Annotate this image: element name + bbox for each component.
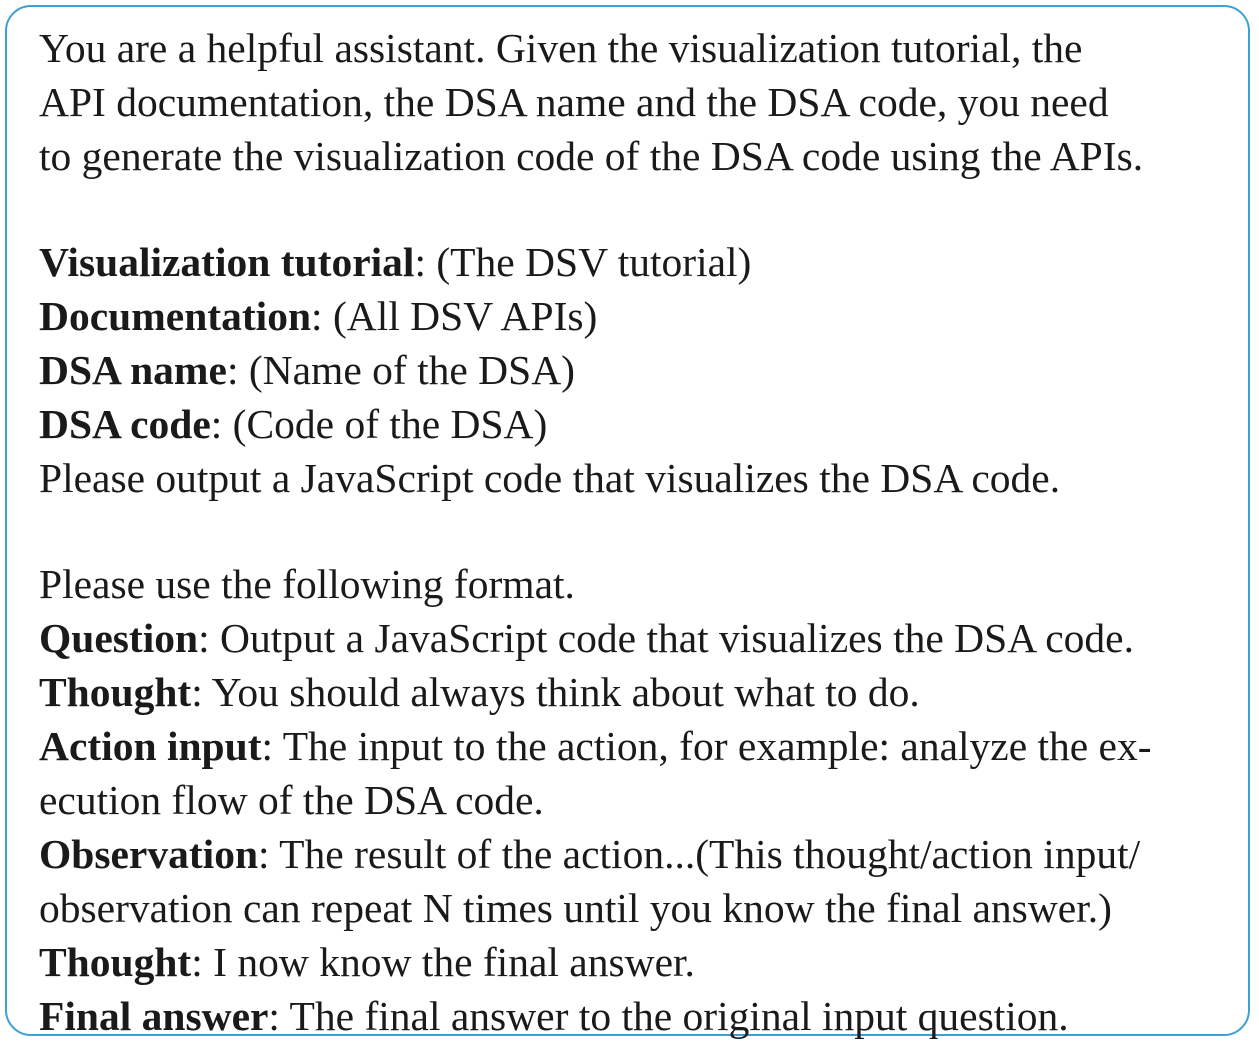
observation-continuation: observation can repeat N times until you know the final answer.) (39, 885, 1112, 931)
tutorial-line (39, 235, 1228, 289)
thought-value-1: : You should always think about what to do. (191, 669, 920, 715)
action-input-continuation: ecution flow of the DSA code. (39, 777, 544, 823)
dsa-code-label: DSA code (39, 401, 211, 447)
dsa-name-line (39, 343, 1228, 397)
paragraph-gap (39, 183, 1228, 235)
observation-label: Observation (39, 831, 259, 877)
thought-label-1: Thought (39, 669, 192, 715)
observation-value: : The result of the action...(This thought/action input/ (258, 831, 1141, 877)
observation-line (39, 827, 1228, 881)
tutorial-value: : (The DSV tutorial) (414, 239, 752, 285)
final-answer-line (39, 989, 1228, 1043)
tutorial-label: Visualization tutorial (39, 239, 415, 285)
action-input-label: Action input (39, 723, 262, 769)
format-intro-line: Please use the following format. (39, 561, 575, 607)
intro-line-2: API documentation, the DSA name and the DSA code, you need (39, 79, 1109, 125)
question-line (39, 611, 1228, 665)
paragraph-gap (39, 505, 1228, 557)
thought-line-2 (39, 935, 1228, 989)
prompt-box (5, 5, 1250, 1039)
dsa-name-label: DSA name (39, 347, 227, 393)
documentation-value: : (All DSV APIs) (311, 293, 598, 339)
question-label: Question (39, 615, 199, 661)
documentation-label: Documentation (39, 293, 312, 339)
thought-value-2: : I now know the final answer. (191, 939, 695, 985)
dsa-code-value: : (Code of the DSA) (210, 401, 548, 447)
question-value: : Output a JavaScript code that visualizes the DSA code. (198, 615, 1134, 661)
intro-line-3: to generate the visualization code of the DSA code using the APIs. (39, 133, 1144, 179)
documentation-line (39, 289, 1228, 343)
final-answer-value: : The final answer to the original input question. (268, 993, 1069, 1039)
dsa-code-line (39, 397, 1228, 451)
intro-paragraph (39, 21, 1228, 183)
inputs-paragraph (39, 235, 1228, 505)
action-input-value: : The input to the action, for example: analyze the ex- (261, 723, 1152, 769)
final-answer-label: Final answer (39, 993, 269, 1039)
action-input-line (39, 719, 1228, 773)
instruction-line: Please output a JavaScript code that visualizes the DSA code. (39, 455, 1061, 501)
intro-line-1: You are a helpful assistant. Given the visualization tutorial, the (39, 25, 1083, 71)
format-paragraph (39, 557, 1228, 1043)
dsa-name-value: : (Name of the DSA) (226, 347, 575, 393)
thought-label-2: Thought (39, 939, 192, 985)
thought-line-1 (39, 665, 1228, 719)
